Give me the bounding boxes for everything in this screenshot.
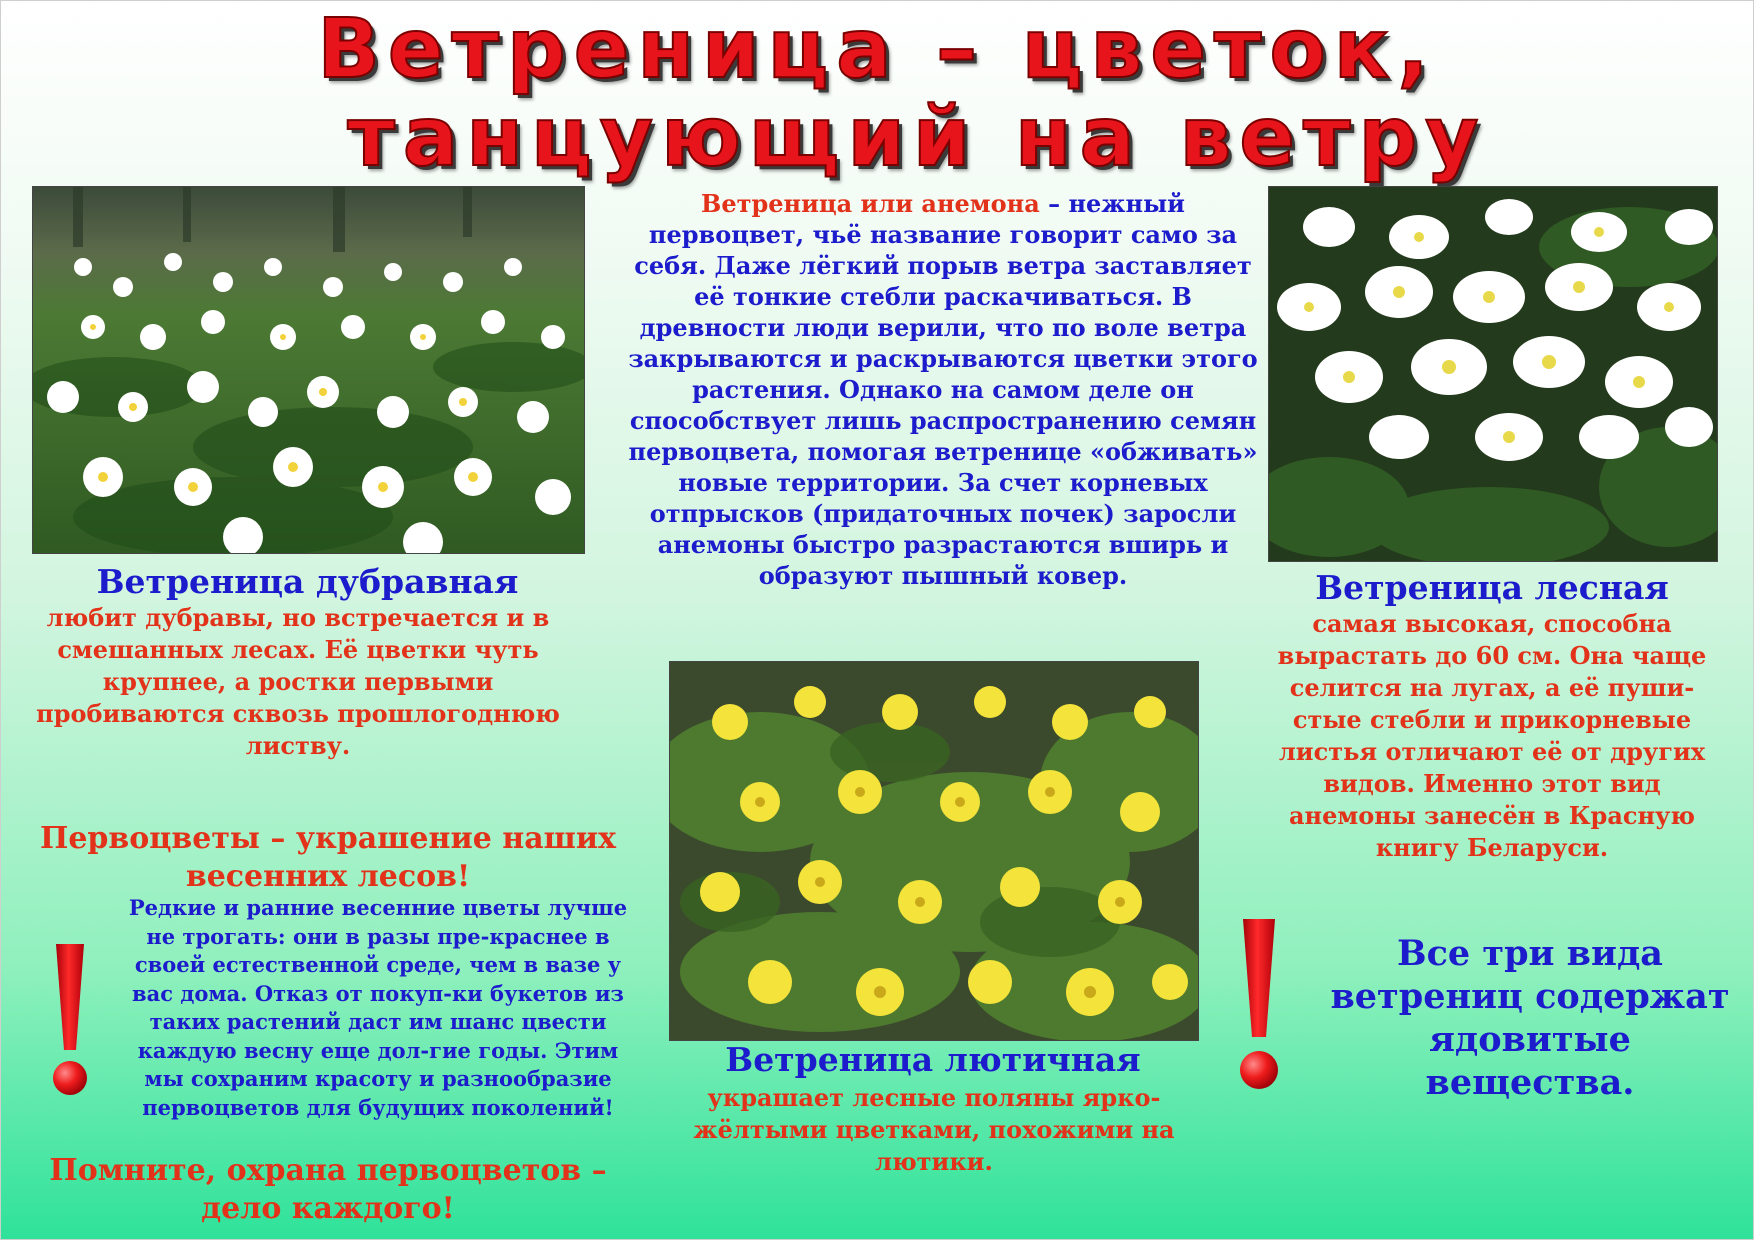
exclamation-mark-icon [1226,915,1292,1095]
photo-yellow-anemone [669,661,1199,1041]
protection-footer: Помните, охрана первоцветов – дело каждого! [49,1153,607,1226]
intro-text [628,188,1258,591]
species-text-forest: самая высокая, способна вырастать до 60 см. Она чаще селится на лугах, а её пуши-стые стебли и прикорневые листья отличают её от других видов. Именно этот вид анемоны занесён в Красную книгу Беларуси. [1277,609,1707,862]
poison-warning: Все три вида ветрениц содержат ядовитые вещества. [1330,933,1730,1103]
photo-forest-anemone [1268,186,1718,562]
protection-heading: Первоцветы – украшение наших весенних лесов! [39,821,617,894]
intro-lead: Ветреница или анемона [701,189,1040,218]
species-text-buttercup: украшает лесные поляны ярко-жёлтыми цветками, похожими на лютики. [693,1083,1175,1176]
species-heading-buttercup: Ветреница лютичная [725,1040,1141,1079]
species-heading-wood: Ветреница дубравная [96,562,519,601]
photo-wood-anemone [32,186,585,554]
title-line-1: Ветреница – цветок, [317,2,1437,97]
species-heading-forest: Ветреница лесная [1315,568,1669,607]
protection-body: Редкие и ранние весенние цветы лучше не трогать: они в разы пре-краснее в своей естественной среде, чем в вазе у вас дома. Отказ от покуп-ки букетов из таких растений даст им шанс цвести каждую весну еще дол-гие годы. Этим мы сохраним красоту и разнообразие первоцветов для будущих поколений! [128,895,628,1120]
species-text-wood: любит дубравы, но встречается и в смешанных лесах. Её цветки чуть крупнее, а ростки первыми пробиваются сквозь прошлогоднюю листву. [36,603,560,760]
title-line-2: танцующий на ветру [347,90,1487,185]
exclamation-mark-icon [40,940,100,1100]
intro-rest: – нежный первоцвет, чьё название говорит само за себя. Даже лёгкий порыв ветра заставляет её тонкие стебли раскачиваться. В древности люди верили, что по воле ветра закрываются и раскрываются цветки этого растения. Однако на самом деле он способствует лишь распространению семян первоцвета, помогая ветренице «обживать» новые территории. За счет корневых отпрысков (придаточных почек) заросли анемоны быстро разрастаются вширь и образуют пышный ковер. [628,189,1258,590]
